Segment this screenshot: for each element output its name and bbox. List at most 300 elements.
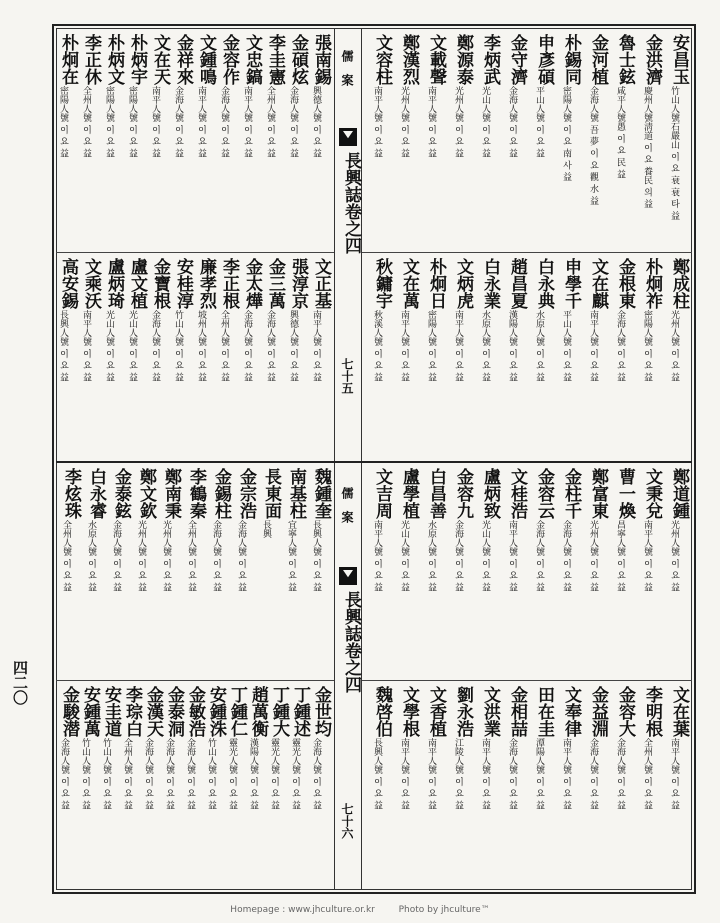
name-entry <box>641 34 663 208</box>
name-entry <box>310 686 332 810</box>
upper-gutter <box>334 28 362 461</box>
entry-name: 白永業 <box>480 258 500 309</box>
entry-note: 水原人號 이 요 益 <box>86 520 96 592</box>
name-entry <box>560 258 582 382</box>
entry-name: 李圭憲 <box>265 34 285 85</box>
name-entry <box>121 686 143 810</box>
name-entry <box>452 258 474 382</box>
entry-name: 朴炳文 <box>104 34 124 85</box>
entry-note: 南平人號 이 요 益 <box>372 520 382 592</box>
entry-note: 金海人號 이 요 益 <box>242 310 252 382</box>
entry-name: 白永睿 <box>86 468 106 519</box>
entry-note: 竹山人號石嚴山 이 요 衰 衰 타 益 <box>669 86 679 221</box>
entry-name: 曹一煥 <box>615 468 635 519</box>
name-entry <box>172 34 194 158</box>
entry-note: 金海人號 이 요 益 <box>615 738 625 810</box>
name-entry <box>57 34 79 158</box>
name-entry <box>506 34 528 158</box>
entry-name: 安鍾萬 <box>80 686 100 737</box>
name-entry <box>587 34 609 205</box>
entry-note: 江陵人號 이 요 益 <box>453 738 463 810</box>
entry-note: 全州人號 이 요 益 <box>61 520 71 592</box>
entry-note: 長興人號 이 요 益 <box>372 738 382 810</box>
name-entry <box>135 468 157 592</box>
entry-note: 金海人號 이 요 益 <box>143 738 153 810</box>
page-number: 四二〇 <box>11 660 29 705</box>
name-entry <box>398 686 420 810</box>
entry-name: 盧炳琦 <box>104 258 124 309</box>
entry-name: 南基柱 <box>286 468 306 519</box>
name-entry <box>533 34 555 158</box>
entry-name: 鄭南秉 <box>161 468 181 519</box>
entry-name: 文容柱 <box>372 34 392 85</box>
entry-note: 長興人號 이 요 益 <box>311 520 321 592</box>
entry-name: 金根東 <box>615 258 635 309</box>
name-entry <box>533 686 555 810</box>
name-entry <box>452 34 474 158</box>
entry-note: 光山人號 이 요 益 <box>127 310 137 382</box>
entry-note: 南平人號 이 요 益 <box>642 520 652 592</box>
entry-note: 密陽人號 이 요 益 <box>127 86 137 158</box>
entry-name: 文奉律 <box>561 686 581 737</box>
upper-gutter-page: 七十五 <box>340 358 354 394</box>
entry-name: 安鍾洙 <box>206 686 226 737</box>
upper-left-row-divider <box>56 252 334 253</box>
name-entry <box>285 468 307 592</box>
entry-note: 金海人號 이 요 益 <box>173 86 183 158</box>
entry-note: 金海人號 이 요 益 <box>561 520 571 592</box>
entry-name: 文忠鎬 <box>242 34 262 85</box>
entry-note: 坡州人號 이 요 益 <box>196 310 206 382</box>
entry-name: 朴炯祚 <box>642 258 662 309</box>
name-entry <box>506 468 528 592</box>
entry-name: 金守濟 <box>507 34 527 85</box>
entry-note: 南平人號 이 요 益 <box>453 310 463 382</box>
upper-gutter-title: 長興誌卷之四 <box>341 152 361 254</box>
entry-name: 文炳虎 <box>453 258 473 309</box>
entry-name: 文桂浩 <box>507 468 527 519</box>
name-entry <box>160 468 182 592</box>
name-entry <box>425 258 447 382</box>
entry-name: 鄭成柱 <box>669 258 689 309</box>
name-entry <box>371 258 393 382</box>
entry-note: 宜寧人號 이 요 益 <box>286 520 296 592</box>
entry-note: 金海人號 이 요 益 <box>311 738 321 810</box>
name-entry <box>247 686 269 810</box>
footer-credit: Photo by jhculture™ <box>398 905 490 915</box>
name-entry <box>103 258 125 382</box>
entry-note: 光州人號 이 요 益 <box>669 520 679 592</box>
entry-note: 金海人號 이 요 益 <box>288 86 298 158</box>
entry-note: 光山人號 이 요 益 <box>480 86 490 158</box>
name-entry <box>205 686 227 810</box>
entry-name: 金河植 <box>588 34 608 85</box>
footer <box>0 905 720 915</box>
name-entry <box>79 686 101 810</box>
entry-note: 秋溪人號 이 요 益 <box>372 310 382 382</box>
name-entry <box>506 686 528 810</box>
entry-note: 水原人號 이 요 益 <box>480 310 490 382</box>
name-entry <box>260 468 282 538</box>
entry-name: 金洪濟 <box>642 34 662 85</box>
name-entry <box>452 686 474 810</box>
entry-note: 慶州人號淸道 이 요 養民 의 益 <box>642 86 652 209</box>
entry-note: 金海人號 이 요 益 <box>507 86 517 158</box>
entry-note: 光州人號 이 요 益 <box>161 520 171 592</box>
entry-note: 漢陽人號 이 요 益 <box>507 310 517 382</box>
entry-name: 金泰洞 <box>164 686 184 737</box>
entry-name: 李明根 <box>642 686 662 737</box>
name-entry <box>58 686 80 810</box>
entry-note: 南平人號 이 요 益 <box>507 520 517 592</box>
entry-name: 李炳武 <box>480 34 500 85</box>
name-entry <box>479 686 501 810</box>
entry-name: 鄭漢烈 <box>399 34 419 85</box>
name-entry <box>641 686 663 810</box>
name-entry <box>614 686 636 810</box>
entry-name: 張南錫 <box>311 34 331 85</box>
name-entry <box>425 686 447 810</box>
lower-gutter-page: 七十六 <box>340 803 354 839</box>
name-entry <box>641 468 663 592</box>
entry-name: 白昌善 <box>426 468 446 519</box>
name-entry <box>163 686 185 810</box>
name-entry <box>614 258 636 382</box>
entry-name: 魯士鉉 <box>615 34 635 85</box>
entry-note: 南平人號 이 요 益 <box>196 86 206 158</box>
name-entry <box>668 34 690 220</box>
name-entry <box>533 468 555 592</box>
entry-note: 密陽人號 이 요 益 <box>426 310 436 382</box>
entry-name: 金祥來 <box>173 34 193 85</box>
name-entry <box>110 468 132 592</box>
entry-name: 李正休 <box>81 34 101 85</box>
entry-name: 李鶴秦 <box>186 468 206 519</box>
entry-note: 昌寧人號 이 요 益 <box>615 520 625 592</box>
entry-name: 文在麒 <box>588 258 608 309</box>
name-entry <box>241 34 263 158</box>
entry-note: 金海人號 이 요 益 <box>534 520 544 592</box>
entry-note: 南平人號 이 요 益 <box>311 310 321 382</box>
name-entry <box>587 686 609 810</box>
entry-name: 李正根 <box>219 258 239 309</box>
name-entry <box>533 258 555 382</box>
name-entry <box>614 468 636 592</box>
entry-note: 密陽人號 이 요 益 <box>104 86 114 158</box>
entry-name: 劉永浩 <box>453 686 473 737</box>
entry-note: 全州人號 이 요 益 <box>122 738 132 810</box>
entry-note: 平山人號 이 요 益 <box>534 86 544 158</box>
entry-name: 鄭源泰 <box>453 34 473 85</box>
entry-note: 潭陽人號 이 요 益 <box>534 738 544 810</box>
entry-note: 南平人號 이 요 益 <box>588 310 598 382</box>
entry-name: 金太燁 <box>242 258 262 309</box>
entry-note: 南平人號 이 요 益 <box>426 738 436 810</box>
entry-name: 高安錫 <box>58 258 78 309</box>
name-entry <box>264 258 286 382</box>
entry-name: 金世均 <box>311 686 331 737</box>
name-entry <box>80 258 102 382</box>
entry-note: 全州人號 이 요 益 <box>81 86 91 158</box>
name-entry <box>60 468 82 592</box>
page-half-divider <box>56 461 692 463</box>
name-entry <box>425 34 447 158</box>
name-entry <box>226 686 248 810</box>
name-entry <box>241 258 263 382</box>
name-entry <box>149 34 171 158</box>
entry-note: 金海人號 이 요 益 <box>507 738 517 810</box>
entry-name: 文載聲 <box>426 34 446 85</box>
entry-name: 金益淵 <box>588 686 608 737</box>
entry-name: 丁鍾述 <box>290 686 310 737</box>
lower-gutter <box>334 463 362 890</box>
name-entry <box>371 686 393 810</box>
name-entry <box>398 468 420 592</box>
entry-name: 文香植 <box>426 686 446 737</box>
name-entry <box>479 468 501 592</box>
entry-name: 金宗浩 <box>236 468 256 519</box>
entry-name: 丁鍾大 <box>269 686 289 737</box>
entry-name: 張淳京 <box>288 258 308 309</box>
name-entry <box>668 258 690 382</box>
entry-note: 南平人號 이 요 益 <box>372 86 382 158</box>
entry-note: 平山人號 이 요 益 <box>561 310 571 382</box>
lower-gutter-title: 長興誌卷之四 <box>341 591 361 693</box>
entry-name: 文在萬 <box>399 258 419 309</box>
name-entry <box>103 34 125 158</box>
name-entry <box>210 468 232 592</box>
name-entry <box>371 34 393 158</box>
entry-note: 金海人號 이 요 益 <box>185 738 195 810</box>
entry-note: 興德人號 이 요 益 <box>311 86 321 158</box>
entry-note: 金海人號 이 요 益 <box>150 310 160 382</box>
entry-name: 魏啓伯 <box>372 686 392 737</box>
name-entry <box>172 258 194 382</box>
entry-note: 南平人號 이 요 益 <box>150 86 160 158</box>
name-entry <box>149 258 171 382</box>
name-entry <box>425 468 447 592</box>
upper-right-row-divider <box>362 252 692 253</box>
name-entry <box>57 258 79 382</box>
name-entry <box>85 468 107 592</box>
entry-name: 金相喆 <box>507 686 527 737</box>
entry-name: 盧學植 <box>399 468 419 519</box>
name-entry <box>506 258 528 382</box>
entry-note: 光山人號 이 요 益 <box>399 520 409 592</box>
entry-name: 金駿潜 <box>59 686 79 737</box>
name-entry <box>560 686 582 810</box>
name-entry <box>668 468 690 592</box>
name-entry <box>398 258 420 382</box>
name-entry <box>614 34 636 178</box>
name-entry <box>126 258 148 382</box>
entry-name: 金柱千 <box>561 468 581 519</box>
entry-name: 文正基 <box>311 258 331 309</box>
entry-name: 金容大 <box>615 686 635 737</box>
entry-note: 長興人號 이 요 益 <box>58 310 68 382</box>
name-entry <box>560 468 582 592</box>
name-entry <box>452 468 474 592</box>
name-entry <box>310 468 332 592</box>
entry-name: 安圭道 <box>101 686 121 737</box>
entry-name: 長東面 <box>261 468 281 519</box>
entry-name: 金三萬 <box>265 258 285 309</box>
name-entry <box>218 258 240 382</box>
entry-name: 金錫柱 <box>211 468 231 519</box>
name-entry <box>587 468 609 592</box>
entry-name: 申彥碩 <box>534 34 554 85</box>
entry-name: 趙萬衡 <box>248 686 268 737</box>
name-entry <box>287 34 309 158</box>
entry-note: 南平人號 이 요 益 <box>669 738 679 810</box>
entry-note: 全州人號 이 요 益 <box>642 738 652 810</box>
entry-note: 金海人號 이 요 益 <box>453 520 463 592</box>
entry-note: 南平人號 이 요 益 <box>81 310 91 382</box>
name-entry <box>126 34 148 158</box>
entry-name: 文秉兌 <box>642 468 662 519</box>
entry-name: 朴炯日 <box>426 258 446 309</box>
entry-note: 金海人號 吾 夢 이 요 觀 水 益 <box>588 86 598 206</box>
name-entry <box>218 34 240 158</box>
entry-name: 文在葉 <box>669 686 689 737</box>
entry-name: 金容云 <box>534 468 554 519</box>
name-entry <box>142 686 164 810</box>
entry-note: 金海人號 이 요 益 <box>588 738 598 810</box>
entry-note: 光州人號 이 요 益 <box>453 86 463 158</box>
name-entry <box>268 686 290 810</box>
name-entry <box>185 468 207 592</box>
fishtail-mark-icon <box>339 567 357 585</box>
footer-homepage: Homepage : www.jhculture.or.kr <box>230 905 375 915</box>
name-entry <box>289 686 311 810</box>
lower-right-row-divider <box>362 680 692 681</box>
entry-note: 竹山人號 이 요 益 <box>101 738 111 810</box>
name-entry <box>235 468 257 592</box>
name-entry <box>587 258 609 382</box>
entry-note: 金海人號 이 요 益 <box>236 520 246 592</box>
entry-note: 光州人號 이 요 益 <box>399 86 409 158</box>
name-entry <box>560 34 582 181</box>
entry-name: 金容九 <box>453 468 473 519</box>
lower-gutter-label: 儒 案 <box>340 487 354 523</box>
name-entry <box>195 34 217 158</box>
name-entry <box>641 258 663 382</box>
entry-name: 秋鏞宇 <box>372 258 392 309</box>
name-entry <box>479 34 501 158</box>
entry-name: 金寶根 <box>150 258 170 309</box>
entry-name: 鄭道鍾 <box>669 468 689 519</box>
entry-note: 金海人號 이 요 益 <box>219 86 229 158</box>
entry-note: 南平人號 이 요 益 <box>399 738 409 810</box>
entry-note: 南平人號 이 요 益 <box>480 738 490 810</box>
entry-note: 全州人號 이 요 益 <box>186 520 196 592</box>
entry-name: 魏鍾奎 <box>311 468 331 519</box>
entry-note: 金海人號 이 요 益 <box>59 738 69 810</box>
entry-note: 光州人號 이 요 益 <box>669 310 679 382</box>
entry-name: 朴炯在 <box>58 34 78 85</box>
entry-note: 金海人號 이 요 益 <box>111 520 121 592</box>
entry-note: 南平人號 이 요 益 <box>399 310 409 382</box>
entry-note: 南平人號 이 요 益 <box>426 86 436 158</box>
entry-note: 長興 <box>261 520 271 538</box>
name-entry <box>371 468 393 592</box>
entry-name: 盧炳致 <box>480 468 500 519</box>
entry-name: 鄭富東 <box>588 468 608 519</box>
name-entry <box>80 34 102 158</box>
entry-name: 文洪業 <box>480 686 500 737</box>
entry-name: 田在圭 <box>534 686 554 737</box>
entry-note: 金海人號 이 요 益 <box>265 310 275 382</box>
name-entry <box>195 258 217 382</box>
entry-note: 興德人號 이 요 益 <box>288 310 298 382</box>
entry-note: 全州人號 이 요 益 <box>219 310 229 382</box>
entry-note: 金海人號 이 요 益 <box>211 520 221 592</box>
entry-name: 朴錫同 <box>561 34 581 85</box>
entry-note: 金海人號 이 요 益 <box>615 310 625 382</box>
entry-note: 光州人號 이 요 益 <box>136 520 146 592</box>
name-entry <box>310 34 332 158</box>
entry-note: 水原人號 이 요 益 <box>534 310 544 382</box>
entry-note: 竹山人號 이 요 益 <box>206 738 216 810</box>
entry-name: 盧文植 <box>127 258 147 309</box>
entry-name: 申學千 <box>561 258 581 309</box>
entry-name: 文鍾鳴 <box>196 34 216 85</box>
entry-note: 咸平人號愚 이 요 民 益 <box>615 86 625 179</box>
entry-note: 漢陽人號 이 요 益 <box>248 738 258 810</box>
name-entry <box>100 686 122 810</box>
entry-name: 安桂淳 <box>173 258 193 309</box>
entry-name: 金泰鉉 <box>111 468 131 519</box>
entry-name: 文吉周 <box>372 468 392 519</box>
entry-note: 全州人號 이 요 益 <box>265 86 275 158</box>
entry-name: 廉孝烈 <box>196 258 216 309</box>
entry-name: 文乘沃 <box>81 258 101 309</box>
entry-note: 竹山人號 이 요 益 <box>173 310 183 382</box>
name-entry <box>287 258 309 382</box>
entry-name: 朴炳宇 <box>127 34 147 85</box>
entry-note: 金海人號 이 요 益 <box>164 738 174 810</box>
entry-name: 金容作 <box>219 34 239 85</box>
name-entry <box>668 686 690 810</box>
upper-gutter-label: 儒 案 <box>340 50 354 86</box>
name-entry <box>310 258 332 382</box>
fishtail-mark-icon <box>339 128 357 146</box>
entry-name: 丁鍾仁 <box>227 686 247 737</box>
entry-note: 光州人號 이 요 益 <box>588 520 598 592</box>
name-entry <box>479 258 501 382</box>
name-entry <box>264 34 286 158</box>
entry-note: 光山人號 이 요 益 <box>480 520 490 592</box>
name-entry <box>184 686 206 810</box>
lower-left-row-divider <box>56 680 334 681</box>
entry-note: 靈光人號 이 요 益 <box>269 738 279 810</box>
entry-name: 金碩炫 <box>288 34 308 85</box>
entry-name: 李琮白 <box>122 686 142 737</box>
entry-note: 靈光人號 이 요 益 <box>227 738 237 810</box>
entry-name: 文學根 <box>399 686 419 737</box>
name-entry <box>398 34 420 158</box>
entry-name: 金漢天 <box>143 686 163 737</box>
entry-note: 密陽人號 이 요 益 <box>642 310 652 382</box>
entry-note: 靈光人號 이 요 益 <box>290 738 300 810</box>
entry-name: 李炫珠 <box>61 468 81 519</box>
entry-name: 鄭文欽 <box>136 468 156 519</box>
entry-note: 竹山人號 이 요 益 <box>80 738 90 810</box>
entry-name: 白永典 <box>534 258 554 309</box>
entry-note: 水原人號 이 요 益 <box>426 520 436 592</box>
entry-name: 金敏浩 <box>185 686 205 737</box>
entry-note: 南平人號 이 요 益 <box>561 738 571 810</box>
